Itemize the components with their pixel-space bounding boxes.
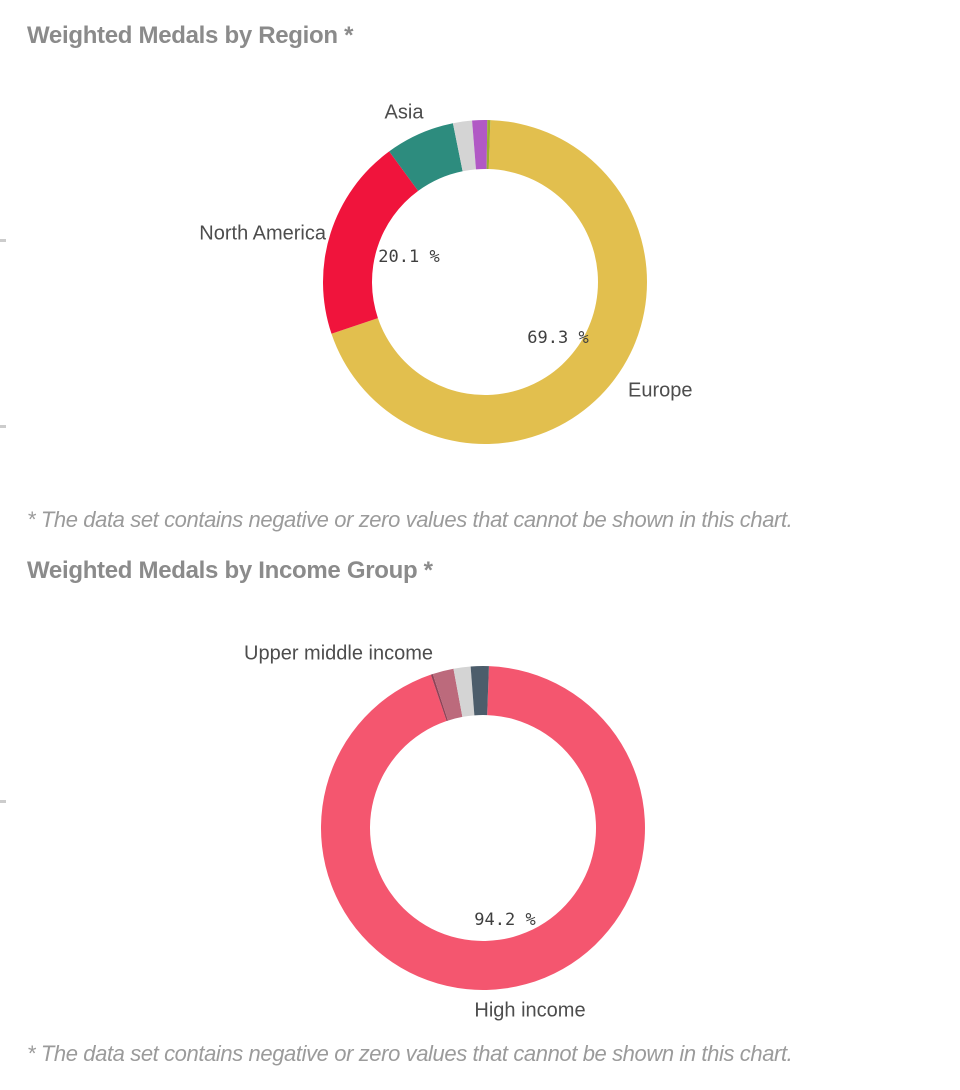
donut-1-label-north-america: North America xyxy=(199,222,326,245)
donut-1-segment-north-america[interactable] xyxy=(323,151,418,333)
donut-1-value-label-20-1: 20.1 % xyxy=(378,247,440,267)
donut-1-label-asia: Asia xyxy=(384,101,424,124)
donut-2-label-upper-middle-income: Upper middle income xyxy=(244,642,433,665)
donut-1-label-europe: Europe xyxy=(628,379,693,402)
chart-footnote-region: * The data set contains negative or zero values that cannot be shown in this chart. xyxy=(27,507,793,532)
chart-footnote-income-group: * The data set contains negative or zero values that cannot be shown in this chart. xyxy=(27,1041,793,1066)
donut-2-label-high-income: High income xyxy=(474,999,586,1022)
donut-1-value-label-69-3: 69.3 % xyxy=(527,328,589,348)
chart-title-income-group: Weighted Medals by Income Group * xyxy=(27,557,433,584)
donut-2-value-label-94-2: 94.2 % xyxy=(474,910,536,930)
chart-title-region: Weighted Medals by Region * xyxy=(27,22,354,49)
